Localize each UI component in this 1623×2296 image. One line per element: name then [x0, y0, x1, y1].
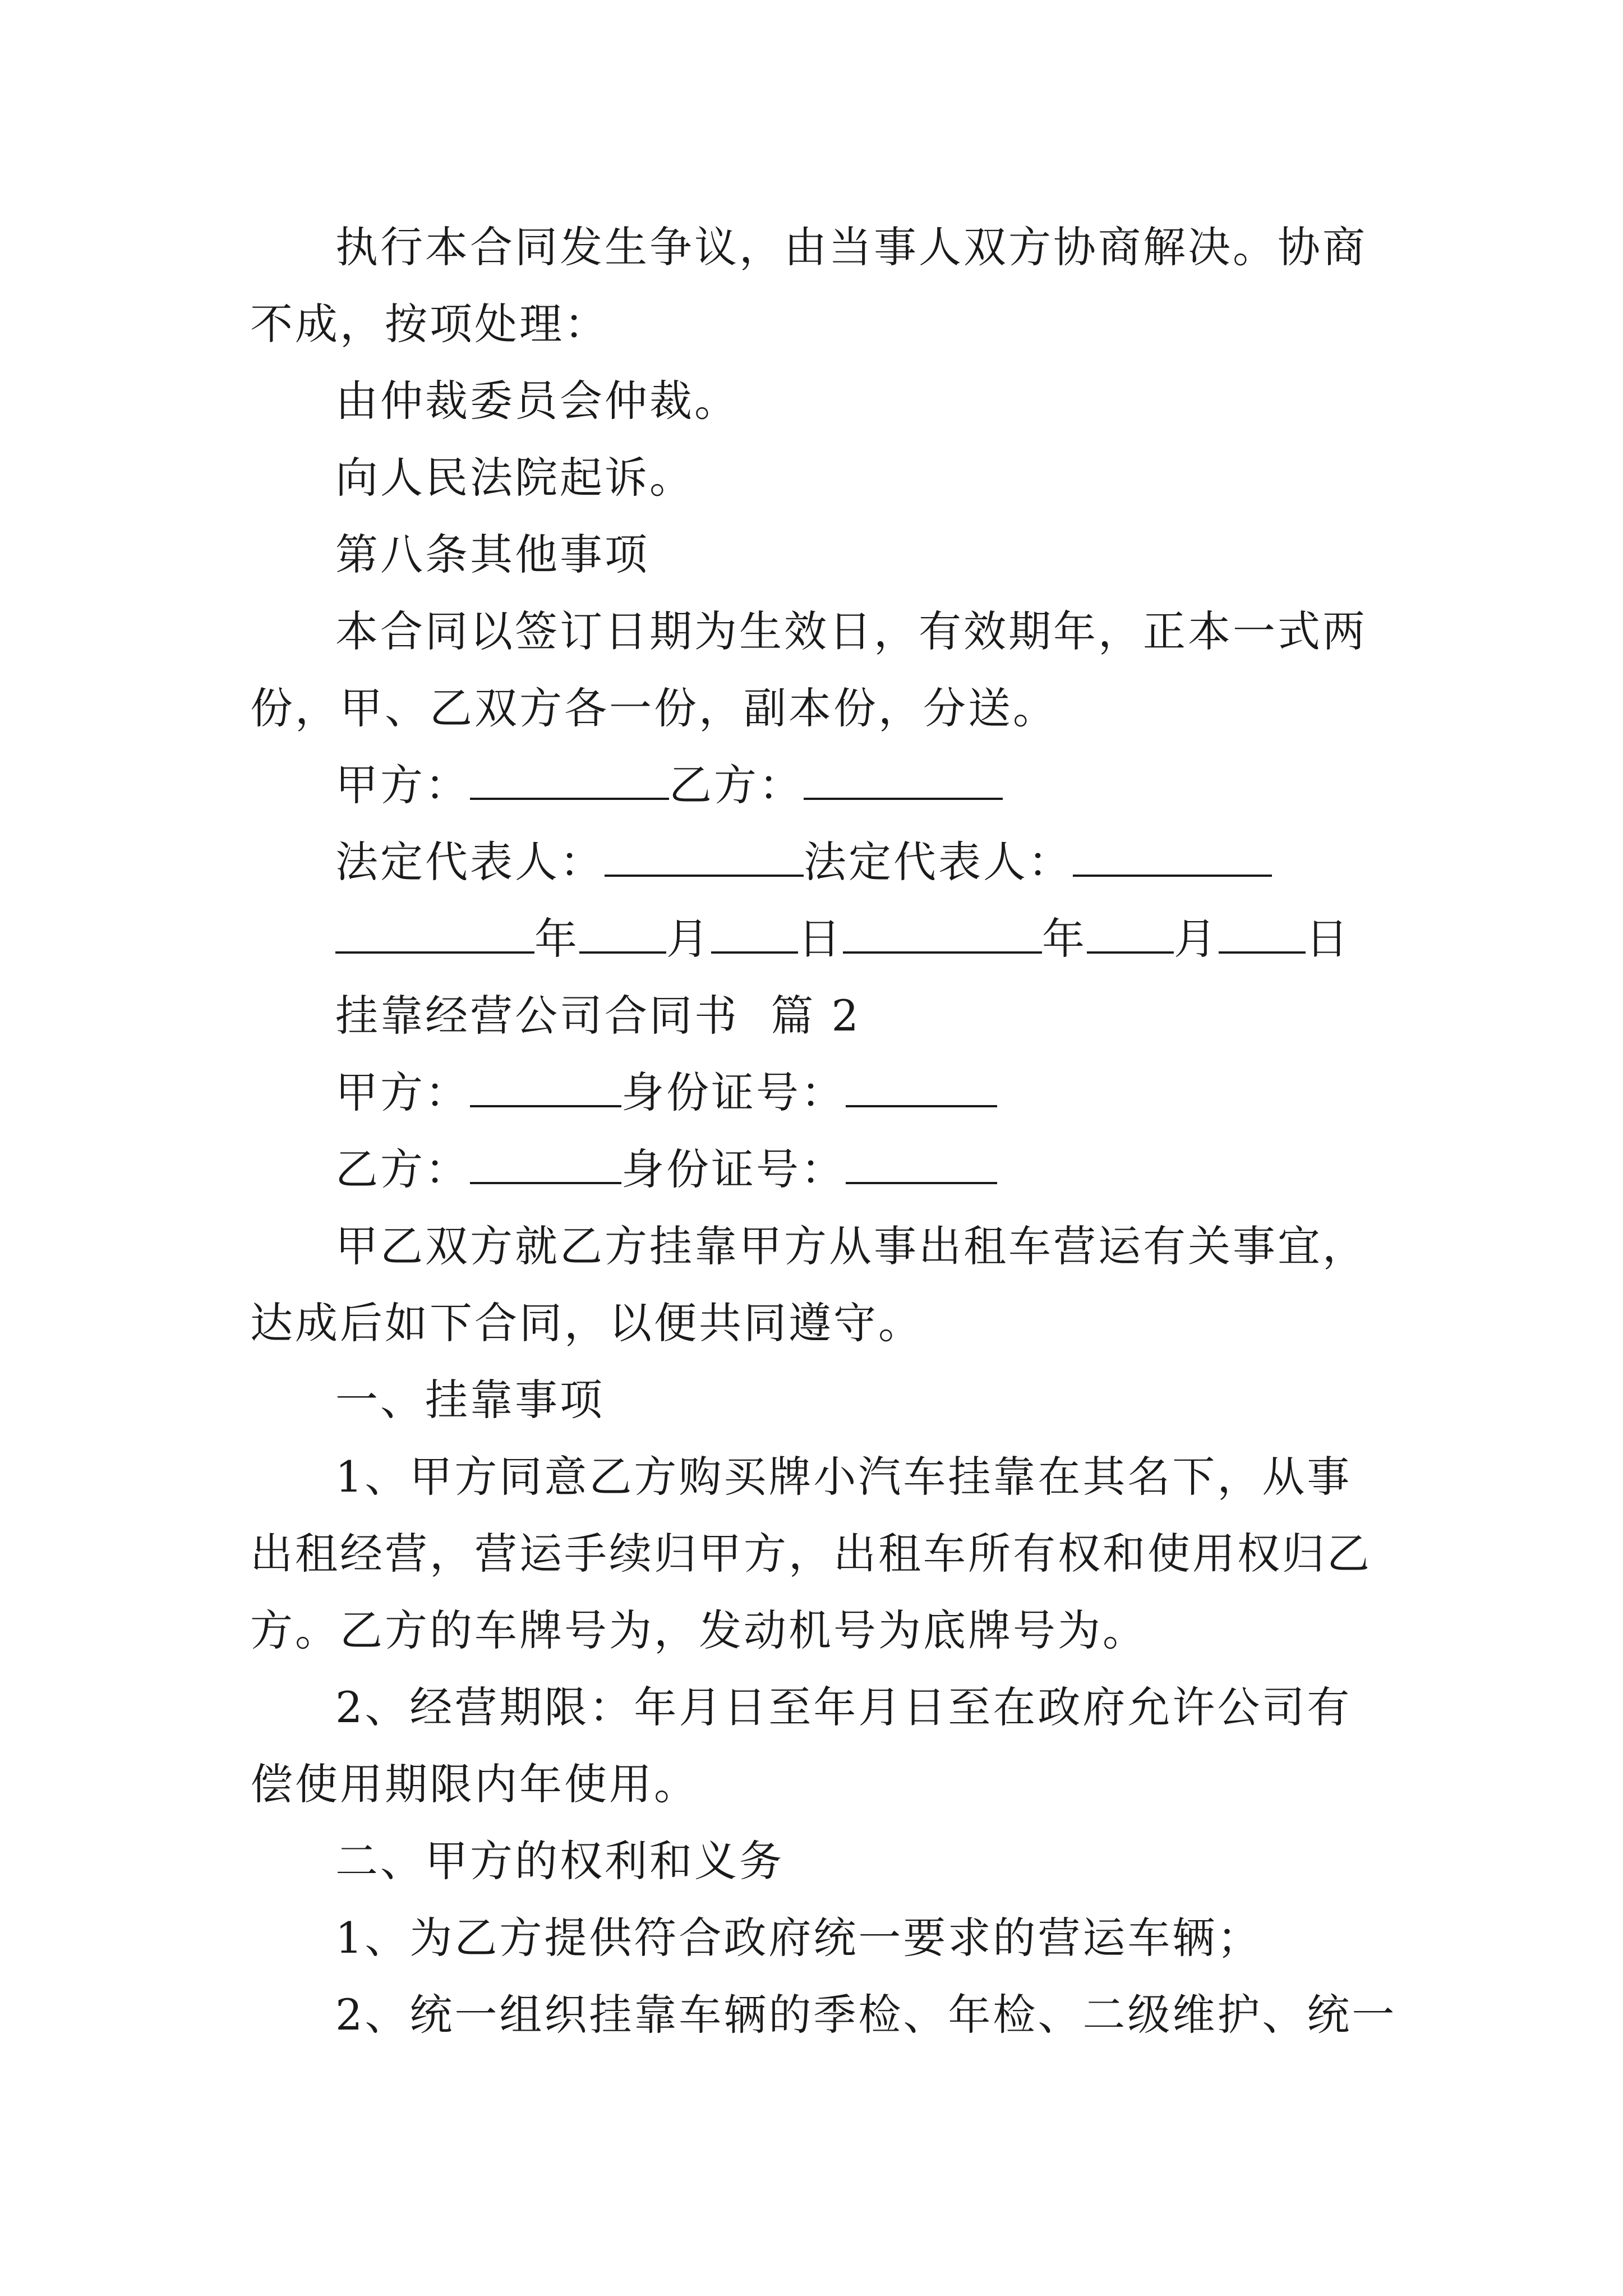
paragraph-arbitration: 由仲裁委员会仲裁。	[335, 376, 739, 426]
item-2-2: 2、统一组织挂靠车辆的季检、年检、二级维护、统一	[335, 1990, 1397, 2040]
paragraph-lawsuit: 向人民法院起诉。	[335, 453, 694, 503]
day-a-label: 日	[798, 914, 843, 964]
document-body	[250, 209, 1397, 2053]
month-a-label: 月	[666, 914, 711, 964]
article-heading: 第八条其他事项	[335, 530, 649, 579]
year-a-blank	[335, 914, 534, 954]
party-b-id-blank	[846, 1145, 997, 1184]
day-a-blank	[711, 914, 798, 954]
month-b-label: 月	[1174, 914, 1219, 964]
item-2-1: 1、为乙方提供符合政府统一要求的营运车辆；	[335, 1913, 1262, 1963]
party-a-id-blank	[846, 1068, 997, 1107]
party-b-name-blank	[470, 1145, 621, 1184]
party-b-id-label: 身份证号：	[621, 1144, 846, 1194]
rep-b-blank	[1073, 838, 1272, 877]
party-a-label-2: 甲方：	[335, 1068, 470, 1117]
item-1-1: 1、甲方同意乙方购买牌小汽车挂靠在其名下，从事出租经营，营运手续归甲方，出租车所有权和使用权归乙方。乙方的车牌号为，发动机号为底牌号为。	[250, 1452, 1372, 1655]
year-b-label: 年	[1042, 914, 1087, 964]
party-a-label: 甲方：	[335, 760, 470, 810]
signature-line-representatives	[250, 823, 1389, 900]
party-a-id-label: 身份证号：	[621, 1068, 846, 1117]
rep-a-label: 法定代表人：	[335, 837, 605, 887]
rep-a-blank	[605, 838, 804, 877]
date-line	[250, 900, 1389, 977]
party-b-line	[250, 1131, 1389, 1208]
party-b-blank	[804, 761, 1003, 800]
party-b-label-2: 乙方：	[335, 1144, 470, 1194]
signature-line-parties	[250, 747, 1389, 823]
paragraph-dispute: 执行本合同发生争议，由当事人双方协商解决。协商不成，按项处理：	[250, 222, 1367, 349]
paragraph-validity: 本合同以签订日期为生效日，有效期年，正本一式两份，甲、乙双方各一份，副本份，分送。	[250, 606, 1367, 733]
rep-b-label: 法定代表人：	[804, 837, 1073, 887]
party-a-line	[250, 1054, 1389, 1131]
section-heading-1: 一、挂靠事项	[335, 1375, 605, 1425]
section-title: 挂靠经营公司合同书 篇 2	[335, 991, 861, 1041]
section-heading-2: 二、甲方的权利和义务	[335, 1836, 784, 1886]
year-b-blank	[843, 914, 1042, 954]
day-b-blank	[1219, 914, 1306, 954]
party-a-name-blank	[470, 1068, 621, 1107]
item-1-2: 2、经营期限：年月日至年月日至在政府允许公司有偿使用期限内年使用。	[250, 1682, 1352, 1809]
year-a-label: 年	[534, 914, 579, 964]
day-b-label: 日	[1306, 914, 1350, 964]
month-b-blank	[1087, 914, 1174, 954]
party-a-blank	[470, 761, 669, 800]
month-a-blank	[579, 914, 666, 954]
paragraph-intro: 甲乙双方就乙方挂靠甲方从事出租车营运有关事宜，达成后如下合同，以便共同遵守。	[250, 1221, 1367, 1348]
party-b-label: 乙方：	[669, 760, 804, 810]
